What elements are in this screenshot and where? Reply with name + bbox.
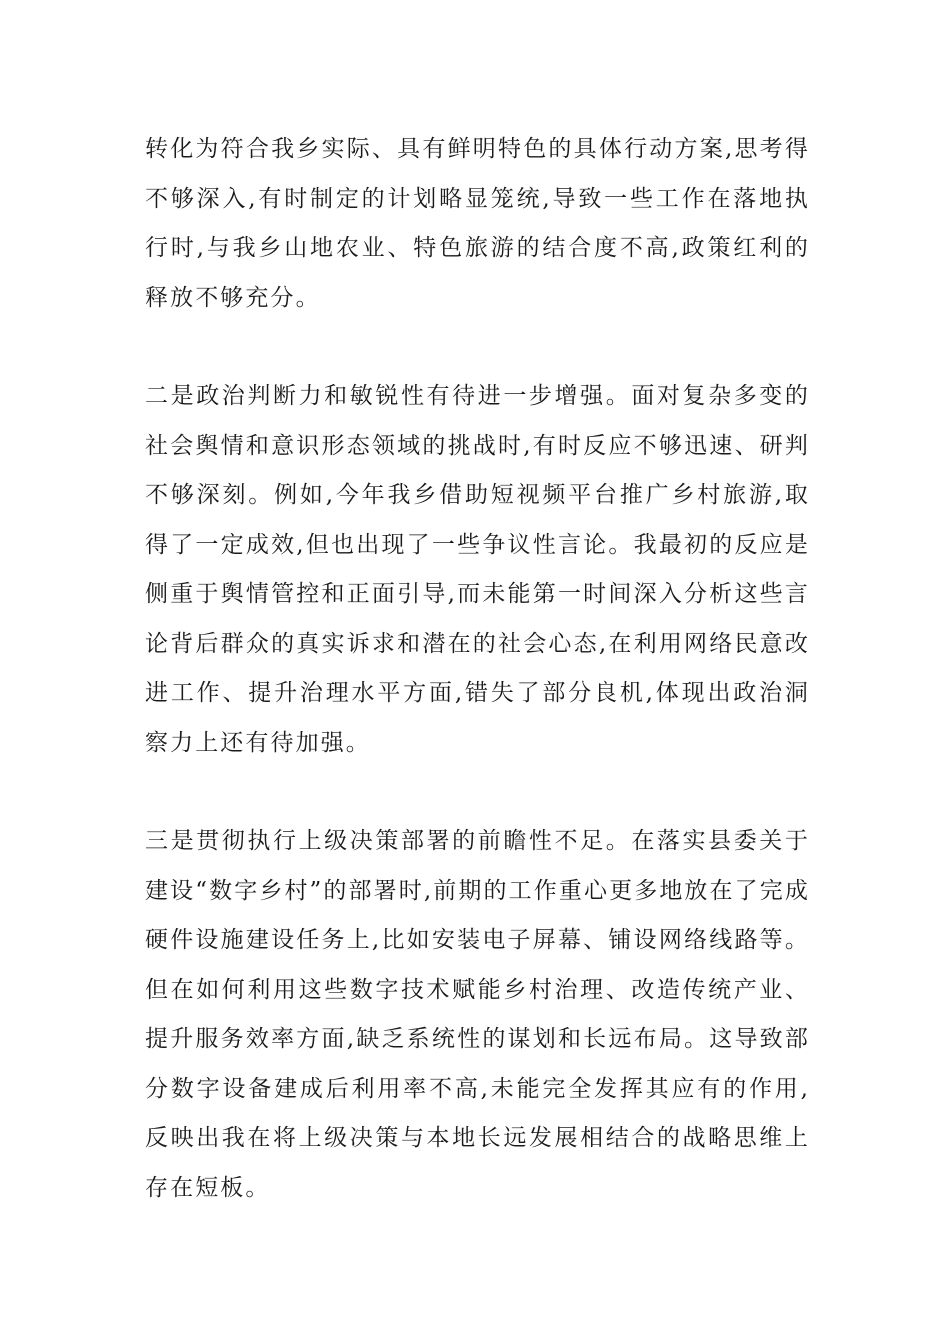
paragraph-decision-implementation: 三是贯彻执行上级决策部署的前瞻性不足。在落实县委关于建设“数字乡村”的部署时,前期的工作重心更多地放在了完成硬件设施建设任务上,比如安装电子屏幕、铺设网络线路等。但在如何利用这些数字技术赋能乡村治理、改造传统产业、提升服务效率方面,缺乏系统性的谋划和长远布局。这导致部分数字设备建成后利用率不高,未能完全发挥其应有的作用,反映出我在将上级决策与本地长远发展相结合的战略思维上存在短板。 bbox=[145, 828, 810, 1201]
document-body bbox=[145, 125, 810, 1213]
paragraph-political-judgment: 二是政治判断力和敏锐性有待进一步增强。面对复杂多变的社会舆情和意识形态领域的挑战时,有时反应不够迅速、研判不够深刻。例如,今年我乡借助短视频平台推广乡村旅游,取得了一定成效,但也出现了一些争议性言论。我最初的反应是侧重于舆情管控和正面引导,而未能第一时间深入分析这些言论背后群众的真实诉求和潜在的社会心态,在利用网络民意改进工作、提升治理水平方面,错失了部分良机,体现出政治洞察力上还有待加强。 bbox=[145, 383, 810, 756]
paragraph-continuation: 转化为符合我乡实际、具有鲜明特色的具体行动方案,思考得不够深入,有时制定的计划略显笼统,导致一些工作在落地执行时,与我乡山地农业、特色旅游的结合度不高,政策红利的释放不够充分。 bbox=[145, 136, 810, 311]
